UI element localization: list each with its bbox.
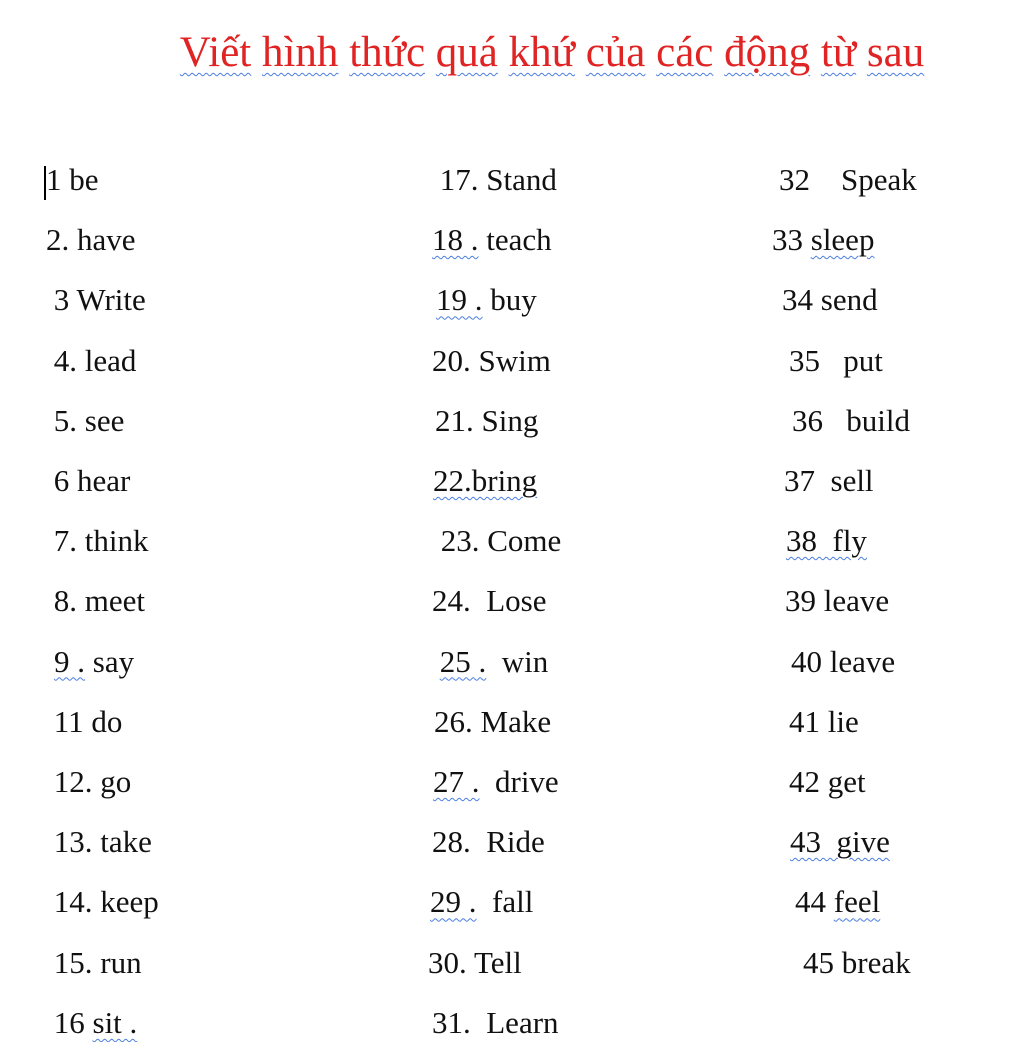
verb-item: 7. think	[46, 523, 149, 559]
title-word: hình	[261, 29, 339, 76]
verb-item	[433, 465, 537, 496]
verb-item-text: say	[85, 643, 135, 679]
verb-item: 31. Learn	[432, 1004, 559, 1040]
spellcheck-marked-text: 38 fly	[786, 523, 867, 559]
verb-item	[772, 222, 875, 258]
verb-item	[786, 523, 867, 559]
spellcheck-marked-text: 19 .	[436, 282, 483, 318]
spellcheck-marked-text: sit .	[92, 1004, 138, 1040]
verb-item: 11 do	[46, 703, 123, 739]
verb-item: 23. Come	[433, 523, 562, 559]
verb-item: 39 leave	[785, 583, 890, 619]
verb-item-text: win	[486, 643, 549, 679]
verb-item: 21. Sing	[435, 402, 539, 438]
verb-item-text: drive	[479, 764, 559, 799]
verb-item	[432, 643, 549, 679]
verb-item: 3 Write	[46, 282, 146, 318]
spellcheck-marked-text: 43 give	[790, 824, 890, 860]
verb-item: 37 sell	[784, 463, 874, 498]
verb-item-text: 16	[46, 1004, 93, 1040]
verb-item	[432, 222, 552, 258]
verb-item	[795, 884, 881, 920]
verb-item: 35 put	[789, 342, 883, 378]
verb-item: 34 send	[782, 282, 878, 318]
verb-item	[433, 766, 559, 797]
verb-item: 15. run	[46, 944, 142, 980]
verb-item: 32 Speak	[779, 162, 917, 197]
spellcheck-marked-text: 27 .	[433, 764, 480, 799]
title-word: các	[656, 29, 714, 76]
verb-item: 42 get	[789, 764, 866, 799]
spellcheck-marked-text: 18 .	[432, 222, 479, 258]
verb-item: 12. go	[46, 764, 132, 799]
verb-item: 36 build	[792, 402, 910, 438]
verb-item: 45 break	[803, 944, 911, 980]
title-word: từ	[820, 29, 857, 76]
title-word: động	[724, 29, 811, 76]
spellcheck-marked-text: sleep	[810, 222, 875, 258]
verb-item: 30. Tell	[428, 944, 522, 980]
spellcheck-marked-text: 22.bring	[433, 463, 538, 498]
verb-item: 5. see	[46, 402, 125, 438]
title-word: sau	[866, 29, 925, 76]
verb-item	[430, 884, 534, 920]
title-word: quá	[435, 29, 498, 76]
spellcheck-marked-text: 9 .	[54, 643, 85, 679]
verb-item: 8. meet	[46, 583, 145, 619]
verb-item: 2. have	[46, 222, 136, 258]
verb-item-text: teach	[478, 222, 552, 258]
verb-item: 28. Ride	[432, 824, 545, 860]
verb-item: 24. Lose	[432, 583, 547, 619]
verb-item-text	[432, 644, 440, 679]
title-word: của	[585, 29, 646, 76]
verb-item: 14. keep	[46, 884, 159, 920]
spellcheck-marked-text: 25 .	[439, 643, 487, 679]
verb-item-text: fall	[476, 884, 534, 920]
verb-item: 13. take	[46, 824, 152, 860]
verb-item-text: buy	[482, 282, 537, 318]
verb-item: 20. Swim	[432, 342, 551, 378]
verb-item	[436, 282, 537, 318]
verb-item: 17. Stand	[432, 162, 557, 197]
title-word: Viết	[179, 29, 252, 76]
verb-item: 4. lead	[46, 342, 137, 378]
verb-item	[790, 824, 890, 860]
verb-item: 40 leave	[791, 643, 896, 679]
verb-item: 26. Make	[434, 703, 552, 739]
spellcheck-marked-text: feel	[833, 884, 881, 920]
verb-item: 41 lie	[789, 703, 859, 739]
title-word: khứ	[508, 29, 575, 76]
page-title	[0, 28, 1024, 77]
verb-item: 6 hear	[46, 463, 131, 498]
verb-item-text: 44	[795, 884, 834, 920]
verb-item	[54, 643, 135, 679]
spellcheck-marked-text: 29 .	[430, 884, 477, 920]
verb-item	[46, 1004, 138, 1040]
verb-item-text: 33	[772, 222, 811, 258]
title-word: thức	[349, 29, 426, 76]
verb-item: 1 be	[46, 162, 99, 197]
